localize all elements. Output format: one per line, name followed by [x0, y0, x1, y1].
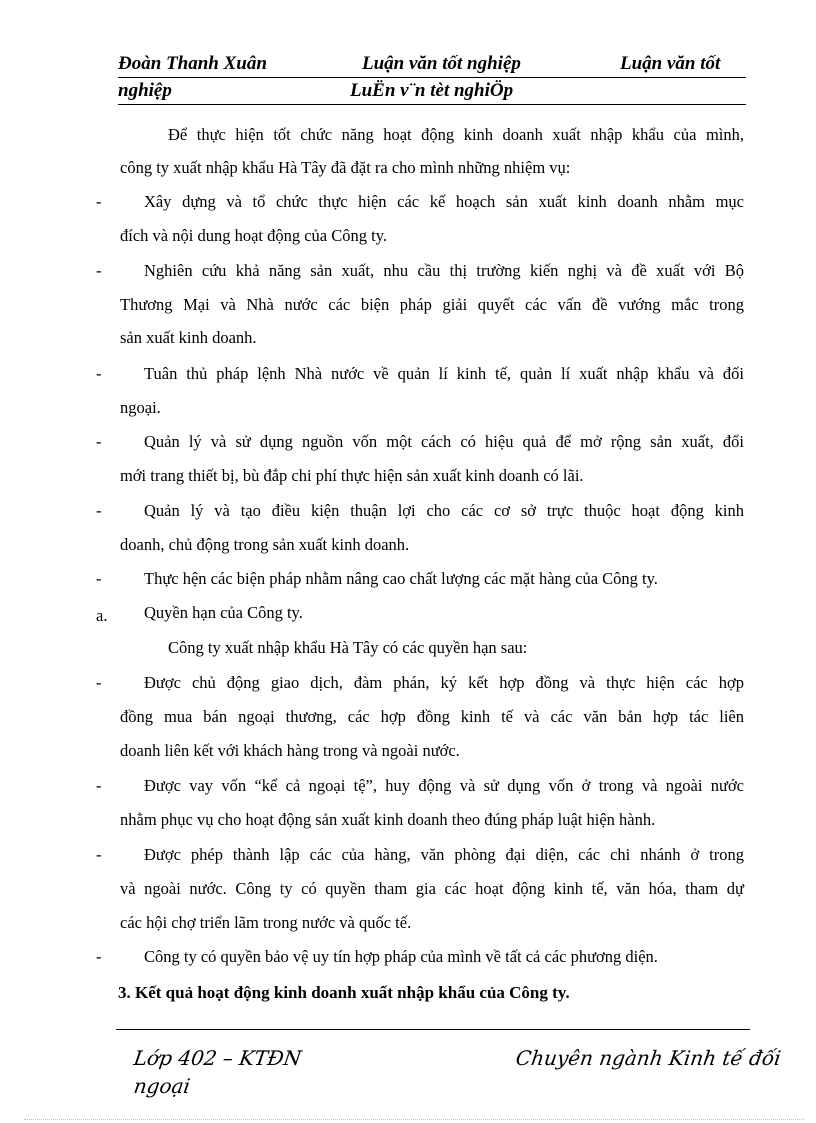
list-item-line: Được phép thành lập các của hàng, văn phòng đại diện, các chi nhánh ở trong [144, 845, 744, 864]
list-dash: - [96, 845, 102, 864]
subsection-marker: a. [96, 606, 108, 625]
subsection-title: Quyền hạn của Công ty. [144, 603, 303, 622]
list-item-line: Nghiên cứu khả năng sản xuất, nhu cầu thị trường kiến nghị và đề xuất với Bộ [144, 261, 744, 280]
list-dash: - [96, 192, 102, 211]
list-dash: - [96, 673, 102, 692]
list-item-line: sản xuất kinh doanh. [120, 328, 257, 347]
list-item-line: ngoại. [120, 398, 161, 417]
section-heading: 3. Kết quả hoạt động kinh doanh xuất nhập khẩu của Công ty. [118, 983, 570, 1002]
list-item-line: Quản lý và tạo điều kiện thuận lợi cho các cơ sở trực thuộc hoạt động kinh [144, 501, 744, 520]
header-rule [118, 77, 746, 78]
list-item-line: Được chủ động giao dịch, đàm phán, ký kết hợp đồng và thực hiện các hợp [144, 673, 744, 692]
list-dash: - [96, 947, 102, 966]
list-dash: - [96, 364, 102, 383]
page-edge-line [24, 1119, 804, 1120]
footer-line2: ngoại [132, 1074, 192, 1098]
header-line2-left: nghiệp [118, 80, 172, 101]
list-item-line: mới trang thiết bị, bù đắp chi phí thực hiện sản xuất kinh doanh có lãi. [120, 466, 584, 485]
list-item-line: Được vay vốn “kể cả ngoại tệ”, huy động và sử dụng vốn ở trong và ngoài nước [144, 776, 744, 795]
header-author: Đoàn Thanh Xuân [118, 53, 267, 74]
list-item-line: và ngoài nước. Công ty có quyền tham gia các hoạt động kinh tế, văn hóa, tham dự [120, 879, 744, 898]
paragraph-line: công ty xuất nhập khẩu Hà Tây đã đặt ra cho mình những nhiệm vụ: [120, 158, 571, 177]
footer-class-label: Lớp 402 – KTĐN [132, 1046, 303, 1070]
header-rule-2 [118, 104, 746, 105]
list-dash: - [96, 432, 102, 451]
list-dash: - [96, 569, 102, 588]
list-dash: - [96, 261, 102, 280]
footer-rule [116, 1029, 750, 1030]
paragraph-line: Để thực hiện tốt chức năng hoạt động kinh doanh xuất nhập khẩu của mình, [168, 125, 744, 144]
list-item-line: Xây dựng và tổ chức thực hiện các kế hoạch sản xuất kinh doanh nhằm mục [144, 192, 744, 211]
list-item-line: Thương Mại và Nhà nước các biện pháp giải quyết các vấn đề vướng mắc trong [120, 295, 744, 314]
list-item-line: Tuân thủ pháp lệnh Nhà nước về quản lí kinh tế, quản lí xuất nhập khẩu và đối [144, 364, 744, 383]
header-title: Luận văn tốt nghiệp [362, 53, 521, 74]
footer-major: Chuyên ngành Kinh tế đối [514, 1046, 783, 1070]
list-item-line: Quản lý và sử dụng nguồn vốn một cách có hiệu quả để mở rộng sản xuất, đổi [144, 432, 744, 451]
list-item-line: nhằm phục vụ cho hoạt động sản xuất kinh doanh theo đúng pháp luật hiện hành. [120, 810, 656, 829]
paragraph-line: Công ty xuất nhập khẩu Hà Tây có các quyền hạn sau: [168, 638, 528, 657]
list-item-line: đích và nội dung hoạt động của Công ty. [120, 226, 388, 245]
list-dash: - [96, 501, 102, 520]
list-dash: - [96, 776, 102, 795]
list-item-line: Thực hện các biện pháp nhằm nâng cao chất lượng các mặt hàng của Công ty. [144, 569, 658, 588]
header-line2-center: LuËn v¨n tèt nghiÖp [350, 80, 514, 101]
header-title-right: Luận văn tốt [620, 53, 721, 74]
list-item-line: doanh, chủ động trong sản xuất kinh doanh. [120, 535, 410, 554]
list-item-line: doanh liên kết với khách hàng trong và ngoài nước. [120, 741, 460, 760]
list-item-line: Công ty có quyền bảo vệ uy tín hợp pháp của mình về tất cả các phương diện. [144, 947, 658, 966]
list-item-line: các hội chợ triển lãm trong nước và quốc tế. [120, 913, 412, 932]
list-item-line: đồng mua bán ngoại thương, các hợp đồng kinh tế và các văn bản hợp tác liên [120, 707, 744, 726]
